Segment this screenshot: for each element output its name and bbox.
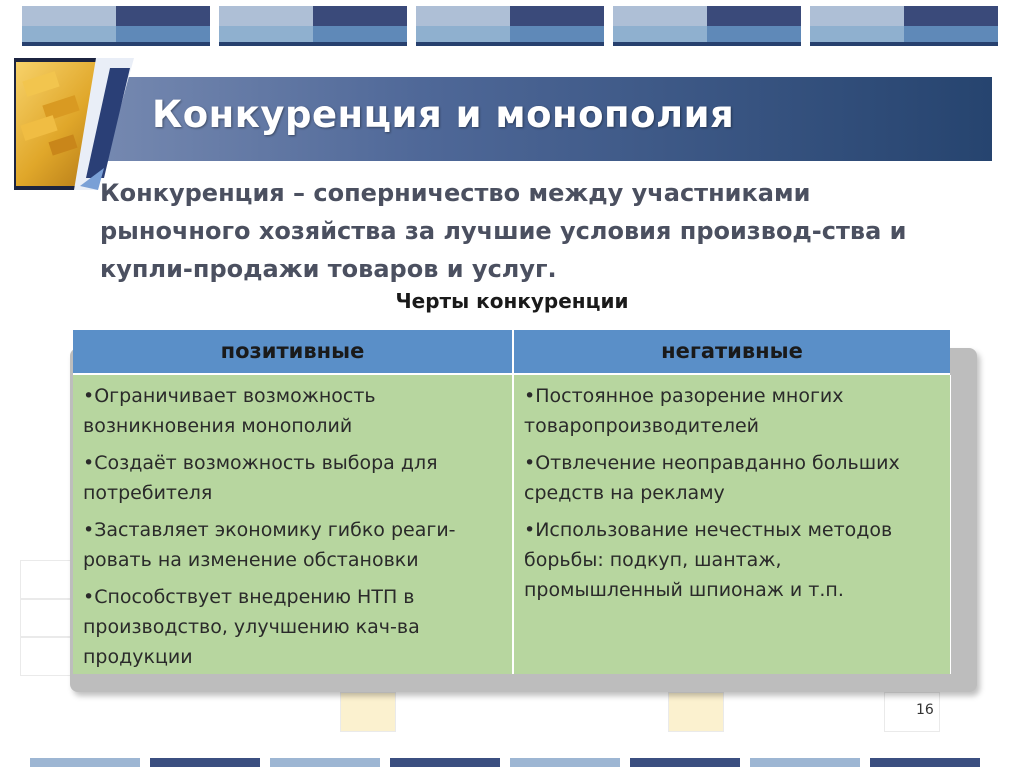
strip-block: [219, 6, 407, 46]
list-item: •Отвлечение неоправданно больших средств на рекламу: [524, 452, 900, 504]
strip-block: [613, 6, 801, 46]
page-title: Конкуренция и монополия: [152, 93, 735, 136]
positive-column: [73, 375, 513, 674]
header-positive: позитивные: [73, 330, 512, 375]
positive-list: [73, 375, 512, 672]
traits-table: [73, 330, 950, 674]
table-heading: Черты конкуренции: [395, 289, 629, 313]
list-item: •Заставляет экономику гибко реаги-ровать на изменение обстановки: [83, 519, 456, 571]
header-negative: негативные: [514, 330, 950, 375]
column-divider: [512, 330, 514, 674]
list-item: •Ограничивает возможность возникновения монополий: [83, 385, 376, 437]
strip-block: [22, 6, 210, 46]
list-item: •Постоянное разорение многих товаропроизводителей: [524, 385, 844, 437]
list-item: •Использование нечестных методов борьбы: подкуп, шантаж, промышленный шпионаж и т.п.: [524, 519, 893, 601]
list-item: •Создаёт возможность выбора для потребителя: [83, 452, 438, 504]
negative-column: [514, 375, 951, 674]
strip-block: [416, 6, 604, 46]
negative-list: [514, 375, 950, 605]
gold-bars-photo: [14, 58, 134, 190]
definition-text: Конкуренция – соперничество между участниками рыночного хозяйства за лучшие условия производ-ства и купли-продажи товаров и услуг.: [100, 179, 907, 283]
bottom-decoration-strip: [30, 758, 990, 767]
top-decoration-strip: [22, 6, 1002, 46]
strip-block: [810, 6, 998, 46]
slide-number: 16: [916, 702, 934, 718]
list-item: •Способствует внедрению НТП в производство, улучшению кач-ва продукции: [83, 586, 420, 668]
